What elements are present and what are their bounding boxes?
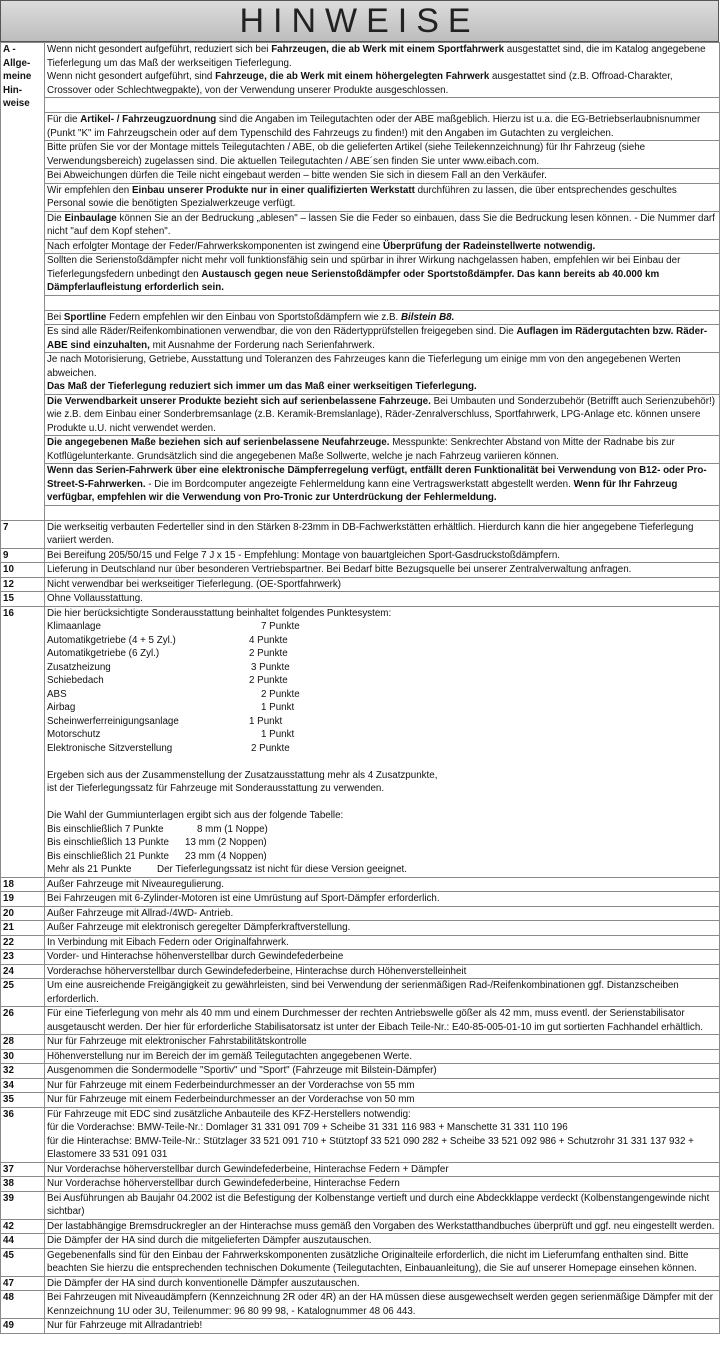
note-row xyxy=(1,520,720,548)
note-row xyxy=(1,1107,720,1162)
note-row xyxy=(1,1078,720,1093)
section-a-label: A - Allge-meine Hin-weise xyxy=(1,43,45,521)
note-line: Ohne Vollausstattung. xyxy=(47,593,143,604)
note-text xyxy=(45,1276,720,1291)
note-text-run: ausgestattet sind (z.B. Offroad-Charakter, Crossover oder Schlechtwegpakte), von der Verwendung unserer Produkte ausgeschlossen. xyxy=(47,71,673,96)
note-line: Die Dämpfer der HA sind durch konventionelle Dämpfer auszutauschen. xyxy=(47,1277,360,1289)
section-a-row xyxy=(1,43,720,98)
note-text xyxy=(45,1248,720,1276)
note-number: 21 xyxy=(1,921,45,936)
points-value: 7 Punkte xyxy=(261,621,300,632)
pad-range: Bis einschließlich 13 Punkte xyxy=(47,837,169,848)
note-text xyxy=(45,921,720,936)
section-a-note xyxy=(45,310,720,325)
note-row-16 xyxy=(1,606,720,877)
note-text xyxy=(45,606,720,877)
note-text xyxy=(45,1177,720,1192)
points-row xyxy=(47,634,717,648)
points-value: 4 Punkte xyxy=(249,634,288,646)
note-line: Die werkseitig verbauten Federteller sind in den Stärken 8-23mm in DB-Fachwerkstätten erhältlich. Hierdurch kann die hier angegebene Tieferlegung variiert werden. xyxy=(47,521,694,546)
note-row xyxy=(1,1248,720,1276)
note-number: 7 xyxy=(1,520,45,548)
note-text xyxy=(45,1107,720,1162)
note-number: 49 xyxy=(1,1319,45,1334)
note-text-bold: Überprüfung der Radeinstellwerte notwendig. xyxy=(383,240,596,252)
section-a-note xyxy=(45,464,720,506)
pad-table-row xyxy=(47,850,717,864)
section-a-note xyxy=(45,394,720,436)
section-a-row xyxy=(1,325,720,353)
note-row xyxy=(1,1093,720,1108)
section-a-note xyxy=(45,113,720,141)
note-row xyxy=(1,592,720,607)
pad-range: Bis einschließlich 7 Punkte xyxy=(47,823,164,835)
section-a-row xyxy=(1,113,720,141)
points-value: 1 Punkt xyxy=(261,729,295,740)
note-text xyxy=(45,979,720,1007)
note-row xyxy=(1,1162,720,1177)
note-text-run: Bitte prüfen Sie vor der Montage mittels Teilegutachten / ABE, ob die gelieferten Artikel (siehe Teilekennzeichnung) für Ihr Fahrzeug (siehe Verwendungsbereich) zugelassen sind. Die aktuellen Teilegutachten / ABE´sen finden Sie unter www.eibach.com. xyxy=(47,142,646,167)
note-line: Außer Fahrzeuge mit elektronisch geregelter Dämpferkraftverstellung. xyxy=(47,922,351,933)
section-a-row xyxy=(1,310,720,325)
note-number: 24 xyxy=(1,964,45,979)
note-line: Außer Fahrzeuge mit Allrad-/4WD- Antrieb. xyxy=(47,907,234,919)
section-a-note xyxy=(45,325,720,353)
note-text xyxy=(45,1162,720,1177)
note-line: Der lastabhängige Bremsdruckregler an der Hinterachse muss gemäß den Vorgaben des Werkstatthandbuches überprüft und ggf. neu eingestellt werden. xyxy=(47,1220,715,1232)
note-number: 34 xyxy=(1,1078,45,1093)
note-row xyxy=(1,563,720,578)
blank-line xyxy=(47,755,717,769)
note-line: Um eine ausreichende Freigängigkeit zu gewährleisten, sind bei Verwendung der serienmäßigen Rad-/Reifenkombinationen ggf. Distanzscheiben erforderlich. xyxy=(47,980,679,1005)
note-number: 38 xyxy=(1,1177,45,1192)
note-text-run: Wir empfehlen den xyxy=(47,184,132,196)
points-item: Motorschutz xyxy=(47,729,101,740)
note-text xyxy=(45,906,720,921)
note-row xyxy=(1,906,720,921)
note-row xyxy=(1,979,720,1007)
note-row xyxy=(1,1276,720,1291)
section-a-note xyxy=(45,436,720,464)
note-line: Nur Vorderachse höherverstellbar durch Gewindefederbeine, Hinterachse Federn + Dämpfer xyxy=(47,1163,449,1175)
note-row xyxy=(1,1177,720,1192)
blank-line xyxy=(47,796,717,810)
note-number: 26 xyxy=(1,1007,45,1035)
note-row xyxy=(1,877,720,892)
note-text-run: Die xyxy=(47,212,65,224)
note-number: 45 xyxy=(1,1248,45,1276)
note-number: 23 xyxy=(1,950,45,965)
points-item: Automatikgetriebe (4 + 5 Zyl.) xyxy=(47,634,176,646)
note-line: Vorderachse höherverstellbar durch Gewindefederbeine, Hinterachse durch Höhenverstelleinheit xyxy=(47,965,467,977)
pad-value: 23 mm (4 Noppen) xyxy=(185,850,267,862)
notes-table xyxy=(0,42,720,1334)
spacer-cell xyxy=(45,295,720,310)
points-summary: Ergeben sich aus der Zusammenstellung der Zusatzausstattung mehr als 4 Zusatzpunkte, xyxy=(47,769,438,781)
spacer-cell xyxy=(45,98,720,113)
points-item: Scheinwerferreinigungsanlage xyxy=(47,715,179,727)
note-number: 22 xyxy=(1,935,45,950)
note-text xyxy=(45,1234,720,1249)
note-text-bold: Austausch gegen neue Serienstoßdämpfer oder Sportstoßdämpfer. Das kann bereits ab 40.000 km Dämpferlaufleistung erforderlich sein. xyxy=(47,268,660,293)
note-row xyxy=(1,1064,720,1079)
note-line: Höhenverstellung nur im Bereich der im gemäß Teilegutachten angegebenen Werte. xyxy=(47,1050,413,1062)
note-row xyxy=(1,1219,720,1234)
note-number: 39 xyxy=(1,1191,45,1219)
note-text-run: - Die im Bordcomputer angezeigte Fehlermeldung kann eine Vertragswerkstatt abgestellt werden. xyxy=(145,478,574,490)
note-number: 20 xyxy=(1,906,45,921)
note-number: 44 xyxy=(1,1234,45,1249)
note-number: 16 xyxy=(1,606,45,877)
note-number: 10 xyxy=(1,563,45,578)
note-text-bold: Die angegebenen Maße beziehen sich auf serienbelassene Neufahrzeuge. xyxy=(47,437,390,448)
note-text xyxy=(45,1219,720,1234)
note-text-run: Bei xyxy=(47,311,64,323)
note-line: für die Vorderachse: BMW-Teile-Nr.: Domlager 31 331 091 709 + Scheibe 31 331 116 983 + Manschette 31 331 110 196 xyxy=(47,1122,568,1133)
points-item: Zusatzheizung xyxy=(47,661,111,673)
pad-table-row xyxy=(47,823,717,837)
page-title: HINWEISE xyxy=(0,0,719,42)
note-text xyxy=(45,548,720,563)
note-number: 19 xyxy=(1,892,45,907)
points-row xyxy=(47,742,717,756)
note-text-bold: Fahrzeugen, die ab Werk mit einem Sportfahrwerk xyxy=(271,44,505,55)
note-number: 12 xyxy=(1,577,45,592)
pad-value: 13 mm (2 Noppen) xyxy=(185,837,267,848)
note-text xyxy=(45,892,720,907)
note-row xyxy=(1,1007,720,1035)
note-row xyxy=(1,935,720,950)
note-row xyxy=(1,577,720,592)
note-line: Die Dämpfer der HA sind durch die mitgelieferten Dämpfer auszutauschen. xyxy=(47,1235,372,1246)
note-line: Nicht verwendbar bei werkseitiger Tieferlegung. (OE-Sportfahrwerk) xyxy=(47,578,342,590)
points-row xyxy=(47,647,717,661)
note-text xyxy=(45,1035,720,1050)
points-row xyxy=(47,674,717,688)
note-line: Vorder- und Hinterachse höhenverstellbar durch Gewindefederbeine xyxy=(47,951,344,962)
section-a-row xyxy=(1,436,720,464)
note-number: 25 xyxy=(1,979,45,1007)
points-row xyxy=(47,728,717,742)
points-row xyxy=(47,661,717,675)
note-row xyxy=(1,921,720,936)
points-value: 2 Punkte xyxy=(249,648,288,659)
note-text-run: Nach erfolgter Montage der Feder/Fahrwerkskomponenten ist zwingend eine xyxy=(47,240,383,252)
note-text xyxy=(45,1093,720,1108)
pad-value: 8 mm (1 Noppe) xyxy=(197,823,268,835)
note-row xyxy=(1,1291,720,1319)
note-text xyxy=(45,1319,720,1334)
note-text xyxy=(45,1064,720,1079)
points-value: 2 Punkte xyxy=(261,688,300,700)
note-text-run: sind die Angaben im Teilegutachten oder der ABE maßgeblich. Hierzu ist u.a. die EG-Betriebserlaubnisnummer (Punkt "K" im Fahrzeugschein oder auf dem Typenschild des Fahrzeugs zu finden!) mit den Angaben im Gutachten zu vergleichen. xyxy=(47,114,701,139)
points-summary: ist der Tieferlegungssatz für Fahrzeuge mit Sonderausstattung zu verwenden. xyxy=(47,783,385,794)
note-text xyxy=(45,1291,720,1319)
note-number: 30 xyxy=(1,1049,45,1064)
note-number: 47 xyxy=(1,1276,45,1291)
section-a-row xyxy=(1,394,720,436)
note-text-bold: Wenn das Serien-Fahrwerk über eine elektronische Dämpferregelung verfügt, entfällt deren Funktionalität bei Verwendung von B12- oder Pro-Street-S-Fahrwerken. xyxy=(47,465,707,490)
section-a-note xyxy=(45,353,720,395)
note-number: 18 xyxy=(1,877,45,892)
note-text-bold: Das Maß der Tieferlegung reduziert sich immer um das Maß einer werkseitigen Tieferlegung. xyxy=(47,381,477,392)
note-line: In Verbindung mit Eibach Federn oder Originalfahrwerk. xyxy=(47,936,289,948)
note-text-run: Es sind alle Räder/Reifenkombinationen verwendbar, die von den Rädertypprüfstellen freigegeben sind. Die xyxy=(47,326,517,337)
note-text-bold: Sportline xyxy=(63,311,107,323)
points-value: 1 Punkt xyxy=(249,715,283,727)
note-row xyxy=(1,964,720,979)
points-item: Automatikgetriebe (6 Zyl.) xyxy=(47,648,160,659)
section-a-row xyxy=(1,211,720,239)
note-text-run: durchführen zu lassen, die über entsprechendes geschultes Personal sowie die benötigten Spezialwerkzeuge verfügt. xyxy=(47,184,677,209)
note-line: Nur für Fahrzeuge mit elektronischer Fahrstabilitätskontrolle xyxy=(47,1036,307,1047)
note-number: 15 xyxy=(1,592,45,607)
note-text-run: Federn empfehlen wir den Einbau von Sportstoßdämpfern wie z.B. xyxy=(106,311,401,323)
section-a-row xyxy=(1,239,720,254)
note-text-run: Bei Abweichungen dürfen die Teile nicht eingebaut werden – bitte wenden Sie sich in diesem Fall an den Verkäufer. xyxy=(47,170,547,181)
note-text-run: Je nach Motorisierung, Getriebe, Ausstattung und Toleranzen des Fahrzeuges kann die Tieferlegung um einige mm von den angegebenen Werten abweichen. xyxy=(47,354,681,379)
note-line: Außer Fahrzeuge mit Niveauregulierung. xyxy=(47,878,224,890)
note-number: 36 xyxy=(1,1107,45,1162)
notes-body xyxy=(1,43,720,1334)
points-item: Schiebedach xyxy=(47,675,104,686)
note-text xyxy=(45,563,720,578)
note-row xyxy=(1,1234,720,1249)
note-text xyxy=(45,1007,720,1035)
note-text xyxy=(45,1049,720,1064)
points-row xyxy=(47,620,717,634)
section-a-note xyxy=(45,254,720,296)
note-text xyxy=(45,935,720,950)
pad-table-row xyxy=(47,863,717,877)
section-a-note xyxy=(45,239,720,254)
note-number: 35 xyxy=(1,1093,45,1108)
section-a-row xyxy=(1,353,720,395)
section-a-row xyxy=(1,464,720,506)
note-line: Bei Fahrzeugen mit 6-Zylinder-Motoren ist eine Umrüstung auf Sport-Dämpfer erforderlich. xyxy=(47,893,440,904)
note-line: Gegebenenfalls sind für den Einbau der Fahrwerkskomponenten zusätzliche Originalteile erforderlich, die nicht im Lieferumfang enthalten sind. Bitte beachten Sie hierzu die entsprechenden technischen Dokumente (Teilegutachten, Einbauanleitung), die Sie auf unserer Homepage einsehen können. xyxy=(47,1249,697,1274)
points-item: Airbag xyxy=(47,702,76,713)
section-a-row xyxy=(1,141,720,169)
note-line: Für eine Tieferlegung von mehr als 40 mm und einem Durchmesser der rechten Antriebswelle gößer als 42 mm, muss eventl. der Serienstabilisator ausgetauscht werden. Der hier für erforderliche Stabilisatorsatz ist unter der Eibach Teile-Nr.: E40-85-005-01-10 im gut sortierten Fachhandel erhältlich. xyxy=(47,1008,703,1033)
points-item: Klimaanlage xyxy=(47,621,101,632)
note-text xyxy=(45,1078,720,1093)
pad-value: Der Tieferlegungssatz ist nicht für diese Version geeignet. xyxy=(157,864,407,875)
spacer-row xyxy=(1,98,720,113)
note-text-run: Messpunkte: Senkrechter Abstand von Mitte der Radnabe bis zur Kotflügelunterkante. Grundsätzlich sind die angegebenen Maße Sollwerte, welche je nach Fahrzeug variieren können. xyxy=(47,437,675,462)
note-line: Ausgenommen die Sondermodelle "Sportiv" und "Sport" (Fahrzeuge mit Bilstein-Dämpfer) xyxy=(47,1065,437,1076)
note-line: Für Fahrzeuge mit EDC sind zusätzliche Anbauteile des KFZ-Herstellers notwendig: xyxy=(47,1108,411,1120)
points-item: ABS xyxy=(47,688,67,700)
note-text xyxy=(45,1191,720,1219)
note-number: 32 xyxy=(1,1064,45,1079)
note-row xyxy=(1,1049,720,1064)
note-text xyxy=(45,520,720,548)
note-line: Nur für Fahrzeuge mit einem Federbeindurchmesser an der Vorderachse von 50 mm xyxy=(47,1094,415,1105)
spacer-cell xyxy=(45,505,720,520)
section-a-note xyxy=(45,183,720,211)
note-row xyxy=(1,1191,720,1219)
pad-table-row xyxy=(47,836,717,850)
note-line: Bei Fahrzeugen mit Niveaudämpfern (Kennzeichnung 2R oder 4R) an der HA müssen diese ausgewechselt werden gegen serienmäßige Dämpfer mit der Kennzeichnung 1U oder 3U, Teilenummer: 96 80 99 98, - Katalognummer 48 06 443. xyxy=(47,1292,713,1317)
points-row xyxy=(47,688,717,702)
note-line: Nur für Fahrzeuge mit einem Federbeindurchmesser an der Vorderachse von 55 mm xyxy=(47,1079,415,1091)
note-text-bold: Wenn für Ihr Fahrzeug verfügbar, empfehlen wir die Verwendung von Pro-Tronic zur Unterdrückung der Fehlermeldung. xyxy=(47,478,678,503)
points-value: 2 Punkte xyxy=(249,675,288,686)
spacer-row xyxy=(1,295,720,310)
note-number: 48 xyxy=(1,1291,45,1319)
note-text xyxy=(45,950,720,965)
note-text-bold: Fahrzeuge, die ab Werk mit einem höhergelegten Fahrwerk xyxy=(215,71,490,82)
points-item: Elektronische Sitzverstellung xyxy=(47,742,173,754)
note-text-run: Wenn nicht gesondert aufgeführt, reduziert sich bei xyxy=(47,44,272,55)
note-text xyxy=(45,592,720,607)
spacer-row xyxy=(1,505,720,520)
note-text-run: ausgestattet sind, die im Katalog angegebene Tieferlegung um das Maß der werkseitigen Tieferlegung. xyxy=(47,44,706,69)
points-row xyxy=(47,701,717,715)
note-number: 28 xyxy=(1,1035,45,1050)
note-text-bold: Artikel- / Fahrzeugzuordnung xyxy=(80,114,217,125)
section-a-row xyxy=(1,254,720,296)
note-text-run: Bei Umbauten und Sonderzubehör (Betrifft auch Serienzubehör!) wie z.B. dem Einbau einer Sonderbremsanlage (z.B. Keramik-Bremslanlage), Räder-Zenralverschluss, Sportfahrwerk, LPG-Anlage etc. können unsere Produkte u.U. nicht verwendet werden. xyxy=(47,395,715,434)
note-number: 9 xyxy=(1,548,45,563)
note-text-bold: Einbaulage xyxy=(64,212,117,224)
section-a-row xyxy=(1,169,720,184)
pad-range: Mehr als 21 Punkte xyxy=(47,864,132,875)
note-text-bold: Bilstein B8. xyxy=(400,311,455,323)
note-text-run: Wenn nicht gesondert aufgeführt, sind xyxy=(47,71,216,82)
section-a-note xyxy=(45,211,720,239)
section-a-note xyxy=(45,43,720,98)
note-row xyxy=(1,950,720,965)
note-text-run: können Sie an der Bedruckung „ablesen" – lassen Sie die Feder so einbauen, dass Sie die Bedruckung lesen können. - Die Nummer darf nicht "auf dem Kopf stehen". xyxy=(47,212,715,237)
note-line: Bei Ausführungen ab Baujahr 04.2002 ist die Befestigung der Kolbenstange vertieft und durch eine Abdeckklappe verdeckt (Kolbenstangengewinde nicht sichtbar) xyxy=(47,1192,710,1217)
note-text-run: Sollten die Serienstoßdämpfer nicht mehr voll funktionsfähig sein und spürbar in ihrer Wirkung nachgelassen haben, empfehlen wir bei Einbau der Tieferlegungsfedern unbedingt den xyxy=(47,255,681,280)
note-text xyxy=(45,877,720,892)
note-text-bold: Auflagen im Rädergutachten bzw. Räder-ABE sind einzuhalten, xyxy=(47,326,708,351)
note-row xyxy=(1,892,720,907)
note-text-bold: Die Verwendbarkeit unserer Produkte bezieht sich auf serienbelassene Fahrzeuge. xyxy=(47,395,431,407)
note-text xyxy=(45,964,720,979)
note-line: Nur für Fahrzeuge mit Allradantrieb! xyxy=(47,1320,203,1331)
section-a-note xyxy=(45,169,720,184)
note-text-run: Für die xyxy=(47,114,81,125)
note-number: 42 xyxy=(1,1219,45,1234)
pad-table-intro: Die Wahl der Gummiunterlagen ergibt sich aus der folgende Tabelle: xyxy=(47,810,344,821)
pad-range: Bis einschließlich 21 Punkte xyxy=(47,850,169,862)
points-value: 1 Punkt xyxy=(261,702,295,713)
note-row xyxy=(1,1035,720,1050)
note-number: 37 xyxy=(1,1162,45,1177)
section-a-note xyxy=(45,141,720,169)
points-value: 3 Punkte xyxy=(251,661,290,673)
note-text xyxy=(45,577,720,592)
note-line: Lieferung in Deutschland nur über besonderen Vertriebspartner. Bei Bedarf bitte Bezugsquelle bei unserer Zentralverwaltung anfragen. xyxy=(47,564,632,575)
note-text-bold: Einbau unserer Produkte nur in einer qualifizierten Werkstatt xyxy=(131,184,415,196)
points-value: 2 Punkte xyxy=(251,742,290,754)
points-row xyxy=(47,715,717,729)
note-text-run: mit Ausnahme der Forderung nach Serienfahrwerk. xyxy=(149,339,375,351)
section-a-row xyxy=(1,183,720,211)
note-line: Nur Vorderachse höherverstellbar durch Gewindefederbeine, Hinterachse Federn xyxy=(47,1178,400,1189)
note-row xyxy=(1,1319,720,1334)
points-intro: Die hier berücksichtigte Sonderausstattung beinhaltet folgendes Punktesystem: xyxy=(47,607,392,619)
note-row xyxy=(1,548,720,563)
note-line: für die Hinterachse: BMW-Teile-Nr.: Stützlager 33 521 091 710 + Stütztopf 33 521 090 282 + Scheibe 33 521 092 986 + Schutzrohr 31 331 137 932 + Elastomere 33 531 091 031 xyxy=(47,1135,694,1160)
note-line: Bei Bereifung 205/50/15 und Felge 7 J x 15 - Empfehlung: Montage von bauartgleichen Sport-Gasdruckstoßdämpfern. xyxy=(47,549,561,561)
